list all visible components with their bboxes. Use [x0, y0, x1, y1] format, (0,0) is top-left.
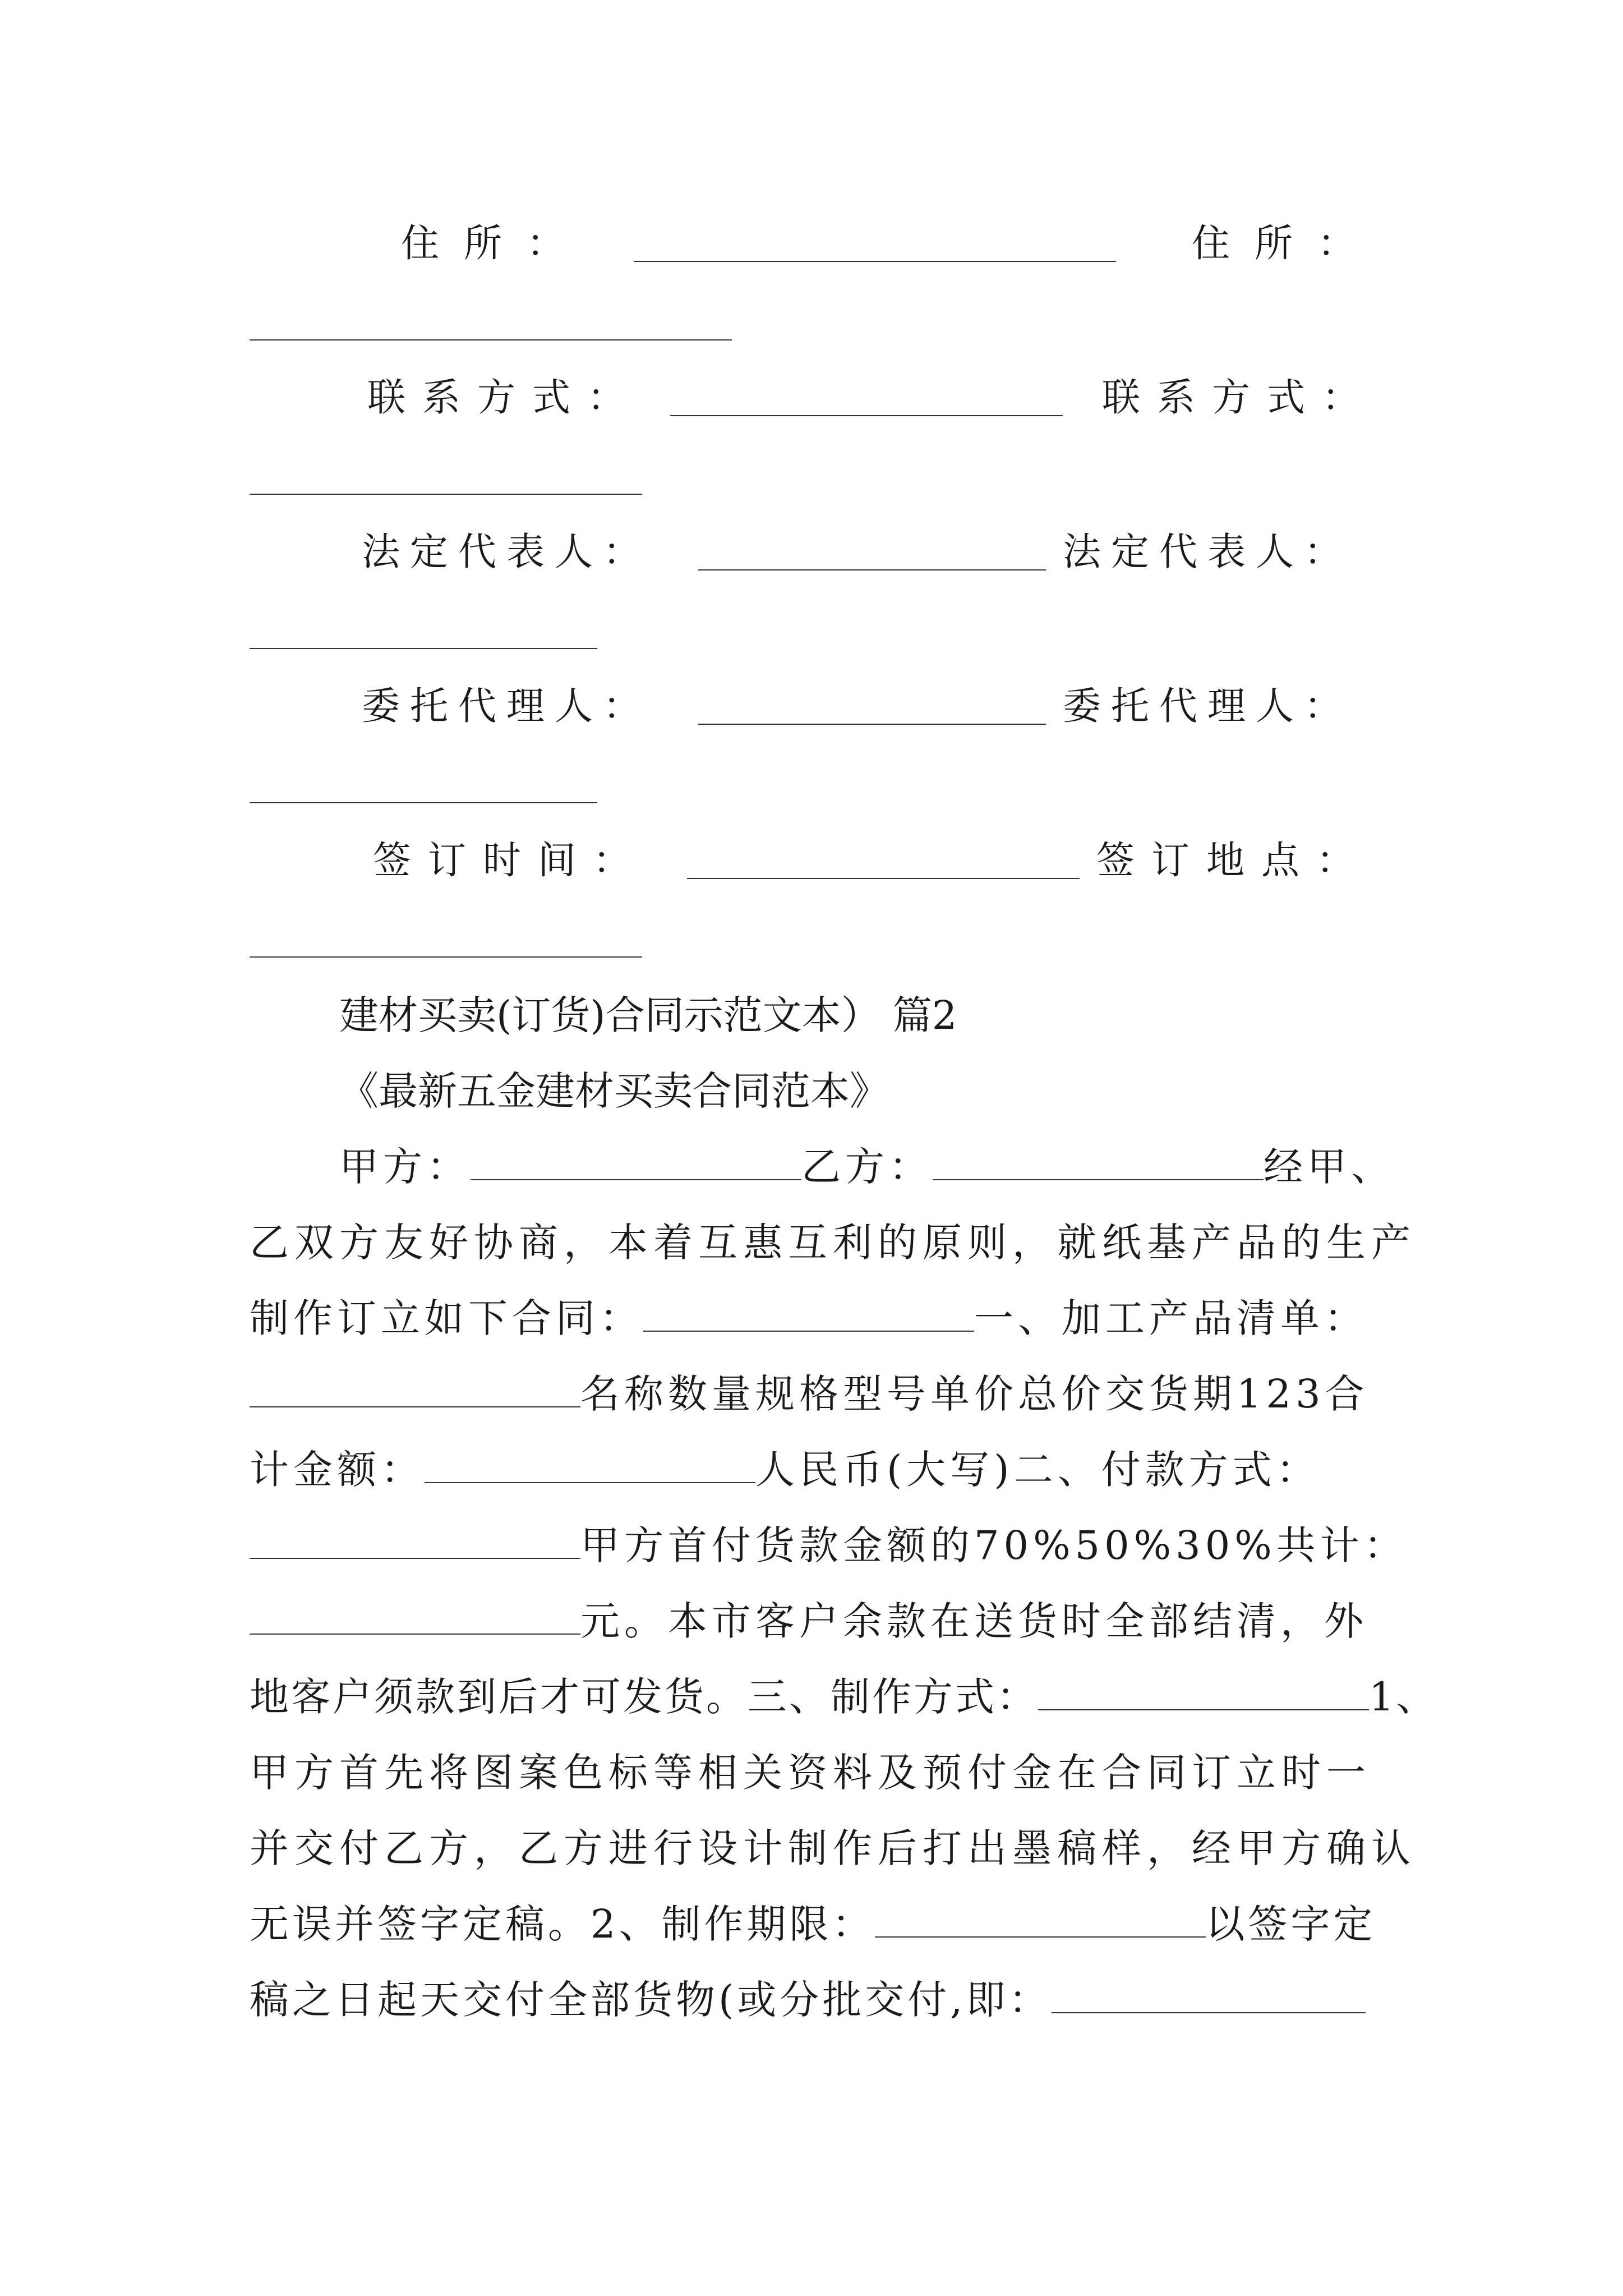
body-text: 地客户须款到后才可发货。三、制作方式：	[250, 1674, 1038, 1720]
body-line-7	[250, 1593, 1382, 1649]
body-line-3	[250, 1290, 1382, 1346]
sign-time-blank[interactable]	[687, 878, 1080, 879]
body-line-6	[250, 1517, 1408, 1573]
blank-field[interactable]	[250, 1367, 580, 1407]
party-b-legal-rep-label: 法定代表人：	[1063, 530, 1353, 574]
party-b-label: 乙方：	[801, 1144, 933, 1190]
contract-title: 《最新五金建材买卖合同范本》	[339, 1068, 889, 1114]
body-line-11	[250, 1896, 1382, 1952]
party-b-agent-blank[interactable]	[250, 802, 597, 803]
party-a-agent-blank[interactable]	[698, 724, 1046, 725]
body-line-12	[250, 1972, 1382, 2028]
blank-field[interactable]	[250, 1519, 580, 1559]
party-a-label: 甲方：	[339, 1144, 471, 1190]
blank-field[interactable]	[875, 1897, 1206, 1938]
body-text: 以签字定	[1205, 1901, 1376, 1947]
body-text: 经甲、	[1264, 1144, 1395, 1190]
body-text: 稿之日起天交付全部货物(或分批交付,即：	[250, 1977, 1052, 2023]
party-a-legal-rep-label: 法定代表人：	[362, 530, 652, 574]
agent-row	[0, 679, 1623, 735]
body-line-4	[250, 1366, 1382, 1422]
blank-field[interactable]	[250, 1594, 580, 1635]
blank-field[interactable]	[1038, 1670, 1369, 1710]
party-b-address-label: 住所：	[1192, 222, 1381, 266]
section-heading: 建材买卖(订货)合同示范文本） 篇2	[339, 992, 957, 1038]
party-a-agent-label: 委托代理人：	[362, 684, 652, 729]
party-a-legal-rep-blank[interactable]	[698, 569, 1046, 570]
body-line-1	[339, 1139, 1472, 1195]
party-b-agent-label: 委托代理人：	[1063, 684, 1353, 729]
body-text: 计金额：	[250, 1447, 425, 1493]
body-text: 名称数量规格型号单价总价交货期123合	[580, 1371, 1369, 1417]
sign-place-blank[interactable]	[250, 956, 642, 958]
body-text: 制作订立如下合同：	[250, 1295, 643, 1341]
party-b-contact-label: 联系方式：	[1102, 376, 1377, 420]
party-b-blank[interactable]	[933, 1140, 1264, 1180]
party-b-address-blank[interactable]	[250, 339, 732, 341]
contact-row	[0, 370, 1623, 426]
blank-field[interactable]	[643, 1291, 974, 1332]
party-a-contact-label: 联系方式：	[367, 376, 643, 420]
legal-rep-row	[0, 524, 1623, 581]
party-a-address-label: 住所：	[401, 222, 590, 266]
party-b-legal-rep-blank[interactable]	[250, 648, 597, 649]
body-line-10: 并交付乙方，乙方进行设计制作后打出墨稿样，经甲方确认	[250, 1825, 1416, 1871]
sign-place-label: 签订地点：	[1096, 839, 1372, 883]
body-text: 1、	[1369, 1674, 1438, 1720]
body-text: 无误并签字定稿。2、制作期限：	[250, 1901, 875, 1947]
body-text: 元。本市客户余款在送货时全部结清，外	[580, 1598, 1368, 1644]
party-a-blank[interactable]	[471, 1140, 801, 1180]
address-row	[0, 216, 1623, 272]
sign-time-label: 签订时间：	[373, 839, 648, 883]
party-b-contact-blank[interactable]	[250, 494, 642, 495]
sign-time-place-row	[0, 833, 1623, 889]
party-a-contact-blank[interactable]	[670, 415, 1063, 416]
body-text: 人民币(大写)二、付款方式：	[755, 1447, 1320, 1493]
body-line-2: 乙双方友好协商，本着互惠互利的原则，就纸基产品的生产	[250, 1220, 1416, 1266]
body-line-9: 甲方首先将图案色标等相关资料及预付金在合同订立时一	[250, 1750, 1371, 1796]
body-line-8	[250, 1669, 1438, 1725]
blank-field[interactable]	[425, 1443, 755, 1483]
body-text: 一、加工产品清单：	[974, 1295, 1368, 1341]
body-text: 甲方首付货款金额的70%50%30%共计：	[580, 1522, 1408, 1568]
blank-field[interactable]	[1052, 1973, 1366, 2013]
party-a-address-blank[interactable]	[634, 261, 1116, 262]
body-line-5	[250, 1442, 1382, 1498]
